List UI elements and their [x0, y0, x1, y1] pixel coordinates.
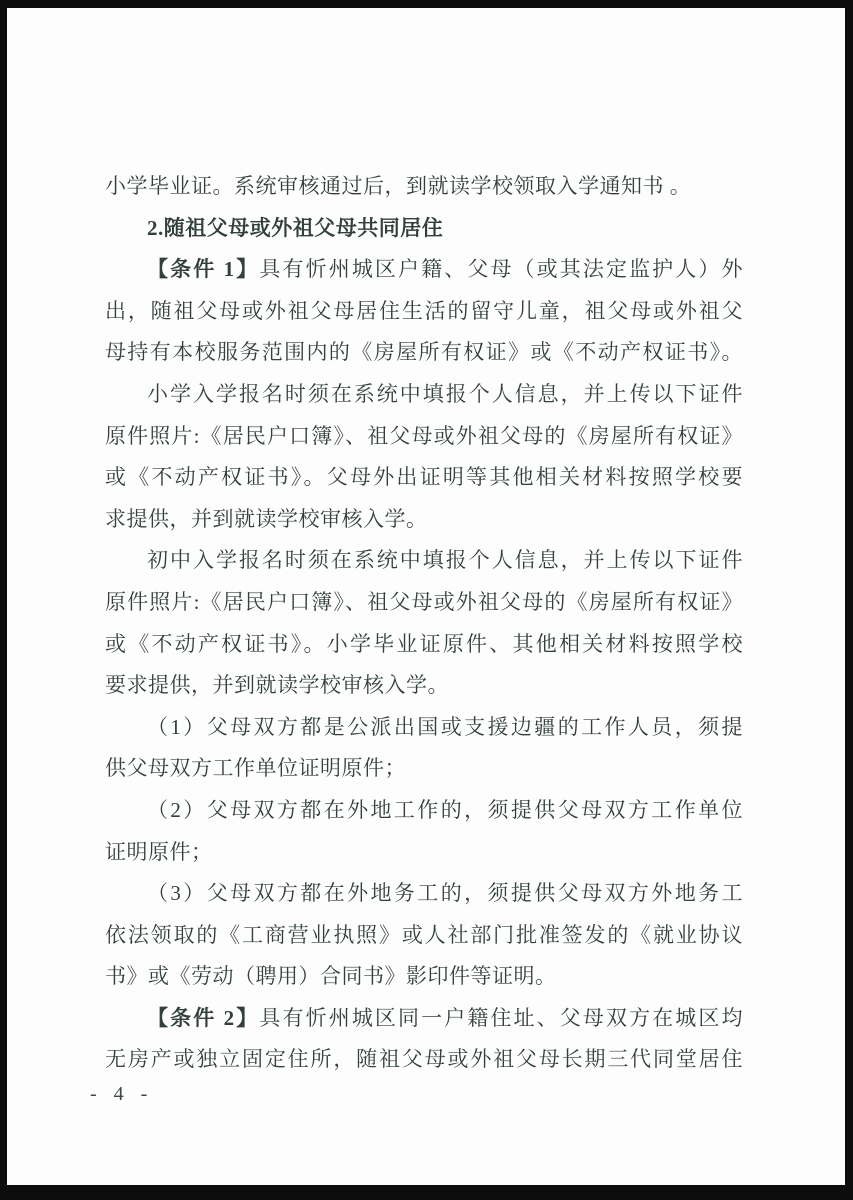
text-line: [105, 457, 743, 499]
bold-text: 【条件 2】: [147, 1005, 260, 1030]
body-text: 具有忻州城区同一户籍住址、父母双方在城区均: [259, 1005, 744, 1030]
text-line: [105, 249, 743, 291]
text-line: [105, 998, 743, 1040]
text-line: [105, 665, 743, 707]
text-line: [105, 416, 743, 458]
body-text: 原件照片:《居民户口簿》、祖父母或外祖父母的《房屋所有权证》: [105, 423, 743, 448]
text-line: [105, 748, 743, 790]
text-line: [105, 374, 743, 416]
body-text: 初中入学报名时须在系统中填报个人信息，并上传以下证件: [147, 548, 743, 573]
body-text: 出，随祖父母或外祖父母居住生活的留守儿童，祖父母或外祖父: [105, 298, 743, 323]
body-text: 无房产或独立固定住所，随祖父母或外祖父母长期三代同堂居住: [105, 1047, 743, 1072]
body-text: 书》或《劳动（聘用）合同书》影印件等证明。: [105, 964, 557, 989]
document-body: [105, 166, 743, 1081]
bold-text: 【条件 1】: [147, 257, 260, 282]
text-line: [105, 540, 743, 582]
body-text: 母持有本校服务范围内的《房屋所有权证》或《不动产权证书》。: [105, 340, 743, 365]
body-text: 要求提供，并到就读学校审核入学。: [105, 673, 449, 698]
body-text: 供父母双方工作单位证明原件；: [105, 756, 406, 781]
body-text: （3）父母双方都在外地务工的，须提供父母双方外地务工: [147, 881, 743, 906]
body-text: 或《不动产权证书》。小学毕业证原件、其他相关材料按照学校: [105, 631, 743, 656]
body-text: 具有忻州城区户籍、父母（或其法定监护人）外: [259, 257, 744, 282]
text-line: [105, 956, 743, 998]
document-page: [7, 8, 845, 1185]
body-text: 或《不动产权证书》。父母外出证明等其他相关材料按照学校要: [105, 465, 743, 490]
text-line: [105, 291, 743, 333]
text-line: [105, 832, 743, 874]
text-line: [105, 624, 743, 666]
text-line: [105, 873, 743, 915]
body-text: 小学入学报名时须在系统中填报个人信息，并上传以下证件: [147, 381, 743, 406]
text-line: [105, 499, 743, 541]
body-text: 原件照片:《居民户口簿》、祖父母或外祖父母的《房屋所有权证》: [105, 589, 743, 614]
text-line: [105, 915, 743, 957]
body-text: 小学毕业证。系统审核通过后，到就读学校领取入学通知书 。: [105, 174, 692, 198]
page-number: - 4 -: [90, 1083, 154, 1105]
text-line: [105, 790, 743, 832]
body-text: （1）父母双方都是公派出国或支援边疆的工作人员，须提: [147, 714, 743, 739]
bold-text: 2.随祖父母或外祖父母共同居住: [147, 215, 444, 240]
text-line: [105, 332, 743, 374]
text-line: [105, 582, 743, 624]
text-line: [105, 1039, 743, 1081]
text-line: [105, 208, 743, 250]
body-text: 依法领取的《工商营业执照》或人社部门批准签发的《就业协议: [105, 922, 743, 947]
body-text: 求提供，并到就读学校审核入学。: [105, 506, 428, 531]
body-text: 证明原件；: [105, 839, 213, 864]
text-line: [105, 166, 743, 208]
body-text: （2）父母双方都在外地工作的，须提供父母双方工作单位: [147, 797, 743, 822]
text-line: [105, 707, 743, 749]
